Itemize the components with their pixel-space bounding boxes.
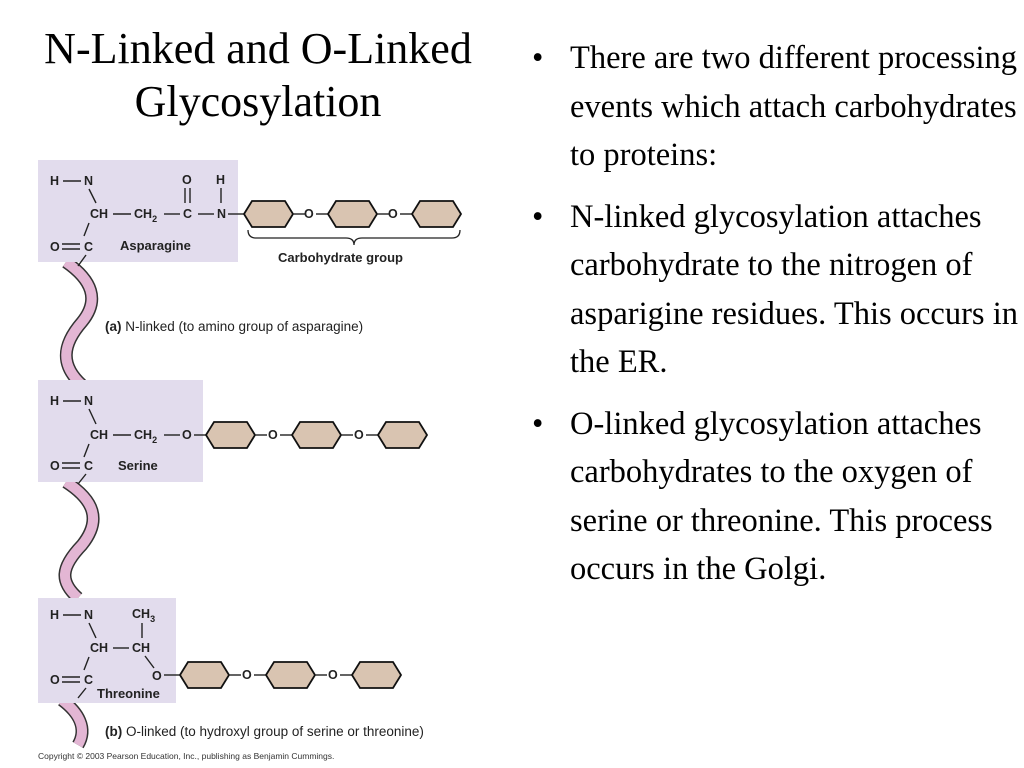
carbohydrate-chain-a	[244, 201, 461, 265]
atom-ch: CH	[90, 641, 109, 655]
atom-o: O	[388, 207, 398, 221]
atom-h: H	[50, 174, 60, 188]
atom-h: H	[50, 394, 60, 408]
atom-ch: CH	[132, 641, 151, 655]
atom-o: O	[268, 428, 278, 442]
bullet-item	[528, 400, 1018, 594]
bullet-marker: •	[532, 40, 544, 76]
atom-h: H	[216, 173, 226, 187]
atom-ch3: $CH_3$	[132, 607, 156, 624]
carbohydrate-chain-threonine	[180, 662, 401, 688]
atom-ch: CH	[90, 207, 109, 221]
bullet-marker: •	[532, 198, 544, 235]
atom-o: O	[182, 173, 192, 187]
atom-n: N	[84, 174, 94, 188]
bullet-list	[528, 34, 1018, 607]
atom-c: C	[84, 673, 94, 687]
atom-o: O	[182, 428, 192, 442]
caption-b: (b) O-linked (to hydroxyl group of serine or threonine)	[105, 724, 424, 739]
atom-o: O	[152, 669, 162, 683]
atom-o: O	[328, 668, 338, 682]
atom-o: O	[304, 207, 314, 221]
atom-ch: CH	[90, 428, 109, 442]
bullet-item	[528, 193, 1018, 387]
atom-c: C	[84, 240, 94, 254]
atom-o: O	[50, 673, 60, 687]
bullet-marker: •	[532, 405, 544, 442]
atom-o: O	[354, 428, 364, 442]
threonine-label: Threonine	[97, 686, 160, 701]
atom-ch2: $CH_2$	[134, 428, 158, 445]
carbohydrate-group-label: Carbohydrate group	[278, 250, 403, 265]
carbohydrate-chain-serine	[206, 422, 427, 448]
bullet-text: N-linked glycosylation attaches carbohydrate to the nitrogen of asparigine residues. This occurs in the ER.	[570, 198, 1018, 380]
atom-ch2: $CH_2$	[134, 207, 158, 224]
atom-h: H	[50, 608, 60, 622]
caption-a: (a) N-linked (to amino group of asparagine)	[105, 319, 364, 334]
atom-c: C	[84, 459, 94, 473]
bullet-text: There are two different processing events which attach carbohydrates to proteins:	[570, 40, 1017, 173]
bullet-item	[528, 34, 1018, 180]
atom-n: N	[84, 608, 94, 622]
serine-label: Serine	[118, 458, 158, 473]
bullet-text: O-linked glycosylation attaches carbohydrates to the oxygen of serine or threonine. This process occurs in the Golgi.	[570, 405, 993, 587]
copyright-notice: Copyright © 2003 Pearson Education, Inc., publishing as Benjamin Cummings.	[38, 751, 335, 761]
asparagine-label: Asparagine	[120, 238, 191, 253]
atom-o: O	[50, 240, 60, 254]
atom-c: C	[183, 207, 193, 221]
glycosylation-figure	[0, 150, 520, 750]
slide-title: N-Linked and O-Linked Glycosylation	[44, 24, 472, 126]
atom-n: N	[84, 394, 94, 408]
atom-o: O	[242, 668, 252, 682]
atom-o: O	[50, 459, 60, 473]
atom-n: N	[217, 207, 227, 221]
